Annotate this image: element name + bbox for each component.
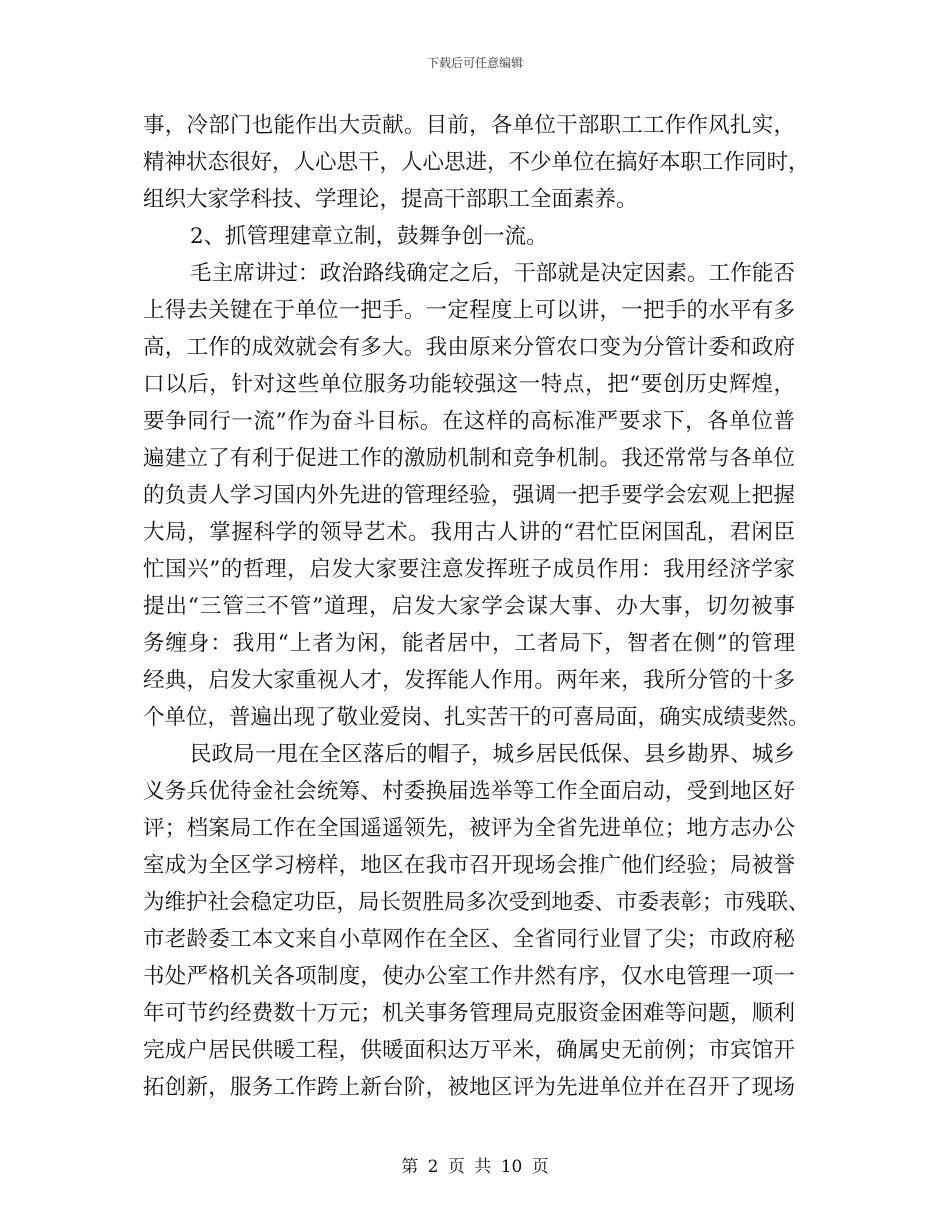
text-line: 上得去关键在于单位一把手。一定程度上可以讲，一把手的水平有多 [143, 298, 795, 323]
text-line: 口以后，针对这些单位服务功能较强这一特点，把“要创历史辉煌， [143, 372, 795, 397]
text-line: 大局，掌握科学的领导艺术。我用古人讲的“君忙臣闲国乱，君闲臣 [143, 520, 795, 545]
text-line: 拓创新，服务工作跨上新台阶，被地区评为先进单位并在召开了现场 [143, 1075, 795, 1100]
text-line: 组织大家学科技、学理论，提高干部职工全面素养。 [143, 187, 638, 212]
page-header: 下载后可任意编辑 [426, 56, 523, 70]
text-line: 的负责人学习国内外先进的管理经验，强调一把手要学会宏观上把握 [143, 483, 795, 508]
text-line: 精神状态很好，人心思干，人心思进，不少单位在搞好本职工作同时， [143, 150, 810, 175]
text-line: 完成户居民供暖工程，供暖面积达万平米，确属史无前例；市宾馆开 [143, 1038, 795, 1063]
text-line: 忙国兴”的哲理，启发大家要注意发挥班子成员作用：我用经济学家 [143, 557, 795, 582]
text-line: 高，工作的成效就会有多大。我由原来分管农口变为分管计委和政府 [143, 335, 795, 360]
text-line: 提出“三管三不管”道理，启发大家学会谋大事、办大事，切勿被事 [143, 594, 795, 619]
text-line: 室成为全区学习榜样，地区在我市召开现场会推广他们经验；局被誉 [143, 853, 795, 878]
text-line: 毛主席讲过：政治路线确定之后，干部就是决定因素。工作能否 [190, 261, 795, 286]
text-line: 经典，启发大家重视人才，发挥能人作用。两年来，我所分管的十多 [143, 668, 795, 693]
text-line: 2、抓管理建章立制，鼓舞争创一流。 [190, 224, 548, 249]
text-line: 要争同行一流”作为奋斗目标。在这样的高标准严要求下，各单位普 [143, 409, 795, 434]
text-line: 义务兵优待金社会统筹、村委换届选举等工作全面启动，受到地区好 [143, 779, 795, 804]
text-line: 书处严格机关各项制度，使办公室工作井然有序，仅水电管理一项一 [143, 964, 795, 989]
text-line: 民政局一甩在全区落后的帽子，城乡居民低保、县乡勘界、城乡 [190, 742, 795, 767]
text-line: 事，冷部门也能作出大贡献。目前，各单位干部职工工作作风扎实， [143, 113, 795, 138]
text-line: 市老龄委工本文来自小草网作在全区、全省同行业冒了尖；市政府秘 [143, 927, 795, 952]
text-line: 年可节约经费数十万元；机关事务管理局克服资金困难等问题，顺利 [143, 1001, 795, 1026]
text-line: 评；档案局工作在全国遥遥领先，被评为全省先进单位；地方志办公 [143, 816, 795, 841]
text-line: 为维护社会稳定功臣，局长贺胜局多次受到地委、市委表彰；市残联、 [143, 890, 810, 915]
document-body [143, 107, 810, 1106]
text-line: 遍建立了有利于促进工作的激励机制和竞争机制。我还常常与各单位 [143, 446, 795, 471]
page-footer-page-number: 第 2 页 共 10 页 [401, 1157, 549, 1177]
text-line: 个单位，普遍出现了敬业爱岗、扎实苦干的可喜局面，确实成绩斐然。 [143, 705, 810, 730]
text-line: 务缠身：我用“上者为闲，能者居中，工者局下，智者在侧”的管理 [143, 631, 795, 656]
